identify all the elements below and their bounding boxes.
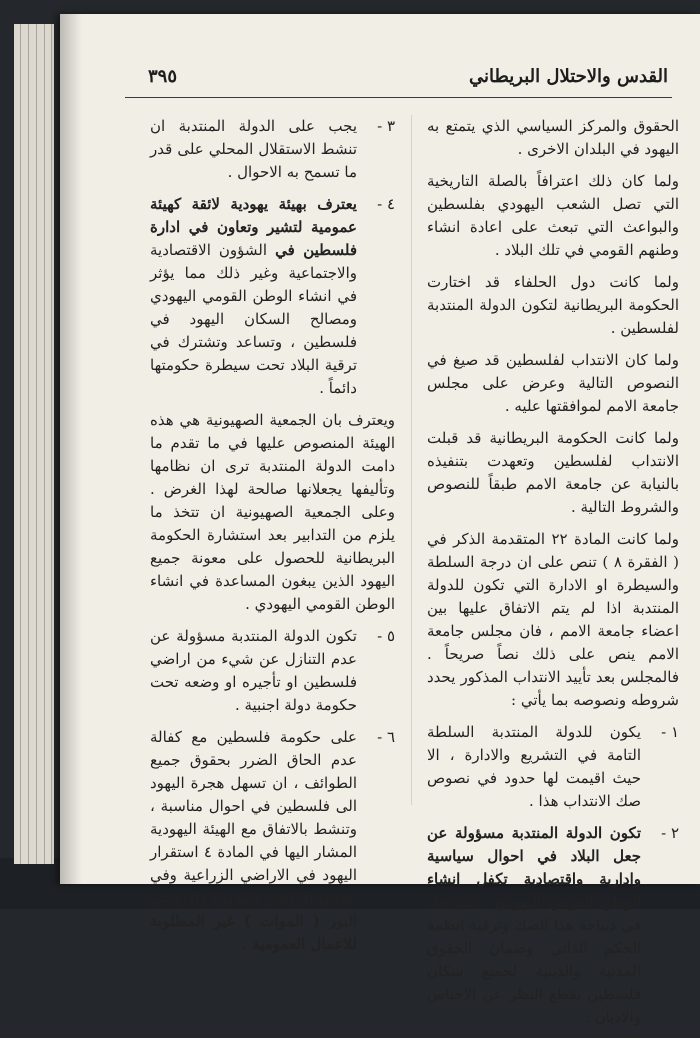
page-edges [14,24,54,864]
article-5 [150,625,395,717]
article-number: ٥ - [377,627,395,645]
article-6 [150,726,395,956]
article-4 [150,193,395,400]
article-bold-text: تكون الدولة المنتدبة مسؤولة عن جعل البلاد في احوال سياسية وادارية واقتصادية تكفل انشاء الوطن القومي اليهودي [427,824,641,911]
article-number: ٦ - [377,728,395,746]
paragraph: الحقوق والمركز السياسي الذي يتمتع به اليهود في البلدان الاخرى . [427,117,679,158]
article-text: على حكومة فلسطين مع كفالة عدم الحاق الضرر بحقوق جميع الطوائف ، ان تسهل هجرة اليهود الى فلسطين في احوال مناسبة ، وتنشط بالاتفاق مع الهيئة اليهودية المشار اليها في المادة ٤ استقرار اليهود في الاراضي الزراعية وفي جملتها الاراضي المدورة والاراضي البور [150,728,357,930]
article-text: يجب على الدولة المنتدبة ان تنشط الاستقلال المحلي على قدر ما تسمح به الاحوال . [150,117,357,181]
paragraph: ولما كانت المادة ٢٢ المتقدمة الذكر في ( الفقرة ٨ ) تنص على ان درجة السلطة والسيطرة او الادارة التي تكون للدولة المنتدبة اذا لم يتم الاتفاق عليها بين اعضاء جامعة الامم ، فان مجلس جامعة الامم ينص على ذلك نصاً صريحاً . فالمجلس بعد تأييد الانتداب المذكور يحدد شروطه ونصوصه بما يأتي : [427,530,680,709]
article-2 [427,822,679,1029]
article-number: ٢ - [661,824,679,842]
article-text: يكون للدولة المنتدبة السلطة التامة في التشريع والادارة ، الا حيث اقيمت لها حدود في نصوص صك الانتداب هذا . [427,723,641,810]
article-number: ٤ - [377,195,395,213]
running-header [108,62,668,102]
article-3 [150,115,395,184]
article-text: الشؤون الاقتصادية والاجتماعية وغير ذلك مما يؤثر في انشاء الوطن القومي اليهودي ومصالح السكان اليهود في فلسطين ، وتساعد وتشترك في ترقية البلاد تحت سيطرة حكومتها دائماً . [150,241,357,397]
header-rule [125,97,672,98]
paragraph: ولما كان الانتداب لفلسطين قد صيغ في النصوص التالية وعرض على مجلس جامعة الامم لموافقتها عليه . [427,351,679,415]
paragraph: ولما كانت دول الحلفاء قد اختارت الحكومة البريطانية لتكون الدولة المنتدبة لفلسطين . [427,273,679,337]
right-column [427,115,679,1038]
article-text: ، كما جاء في ديباجة هذا الصك وترقية انظمة الحكم الذاتي وضمان الحقوق المدنية والدينية لجميع سكان فلسطين بقطع النظر عن الاجناس والاديان . [427,893,641,1026]
left-column [150,115,395,965]
article-text: تكون الدولة المنتدبة مسؤولة عن عدم التنازل عن شيء من اراضي فلسطين او تأجيره او وضعه تحت حكومة دولة اجنبية . [150,627,357,714]
paragraph: ويعترف بان الجمعية الصهيونية هي هذه الهيئة المنصوص عليها في ما تقدم ما دامت الدولة المنتدبة ترى ان نظامها وتأليفها يجعلانها صالحة لهذا الغرض . وعلى الجمعية الصهيونية ان تتخذ ما يلزم من التدابير بعد استشارة الحكومة البريطانية للحصول على معونة جميع اليهود الذين يبغون المساعدة في انشاء الوطن القومي اليهودي . [150,411,395,613]
page-number: ٣٩٥ [148,66,178,87]
paragraph: ولما كانت الحكومة البريطانية قد قبلت الانتداب لفلسطين وتعهدت بتنفيذه بالنيابة عن جامعة الامم طبقاً للنصوص والشروط التالية . [427,429,679,516]
article-bold-text: ( الموات ) غير المطلوبة للاعمال العمومية . [150,912,357,953]
article-number: ١ - [661,723,679,741]
article-1 [427,721,679,813]
running-title: القدس والاحتلال البريطاني [468,66,668,87]
column-divider [411,115,412,805]
paragraph: ولما كان ذلك اعترافاً بالصلة التاريخية التي تصل الشعب اليهودي بفلسطين والبواعث التي تبعث على اعادة انشاء وطنهم القومي في تلك البلاد . [427,172,679,259]
page-gutter-shadow [60,14,82,884]
article-number: ٣ - [377,117,395,135]
article-bold-text: يعترف بهيئة يهودية لائقة كهيئة عمومية لتشير وتعاون في ادارة فلسطين في [150,195,357,259]
